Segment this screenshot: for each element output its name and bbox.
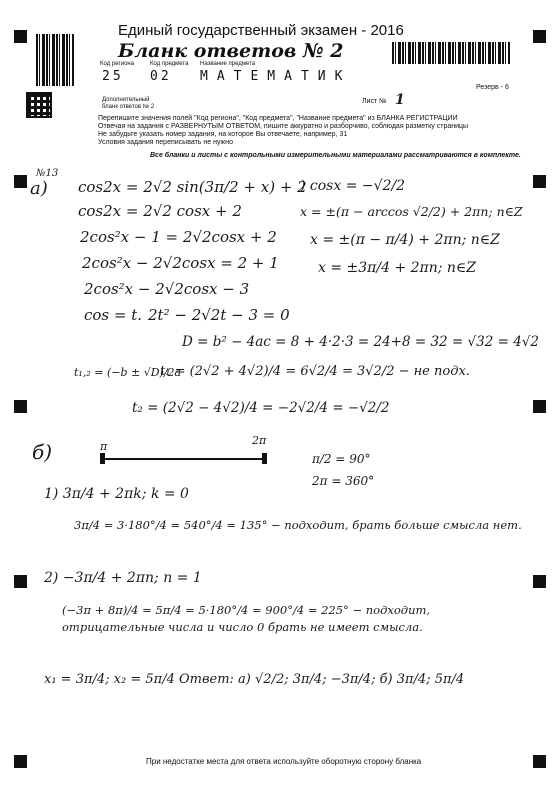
corner-marker-bottom-left — [14, 755, 27, 768]
t2-line: t₂ = (2√2 − 4√2)/4 = −2√2/4 = −√2/2 — [132, 400, 390, 416]
case-2-heading: 2) −3π/4 + 2πn; n = 1 — [44, 570, 202, 586]
exam-title: Единый государственный экзамен - 2016 — [118, 22, 404, 39]
subject-code-label: Код предмета — [150, 61, 189, 67]
sheet-number: 1 — [395, 92, 405, 108]
right-line-3: x = ±(π − π/4) + 2πn; n∈Z — [310, 232, 500, 248]
axis-left-label: π — [100, 440, 108, 453]
region-label: Код региона — [100, 61, 135, 67]
side-marker-right-2 — [533, 400, 546, 413]
side-marker-right-3 — [533, 575, 546, 588]
sheet-label: Лист № — [362, 98, 387, 105]
segment-end-right — [262, 453, 267, 464]
case-2-line: (−3π + 8π)/4 = 5π/4 = 5·180°/4 = 900°/4 = 225° − подходит, отрицательные числа и число 0 брать не имеет смысла. — [62, 603, 431, 634]
reserve-label: Резерв - 6 — [476, 84, 509, 91]
footer-note: При недостатке места для ответа используйте оборотную сторону бланка — [146, 757, 422, 766]
right-line-1: ) cosx = −√2/2 — [300, 178, 406, 194]
right-line-2: x = ±(π − arccos √2/2) + 2πn; n∈Z — [300, 204, 523, 219]
subject-name-label: Название предмета — [200, 61, 256, 67]
corner-marker-top-left — [14, 30, 27, 43]
qr-code — [26, 92, 52, 118]
corner-marker-top-right — [533, 30, 546, 43]
solution-line-6b: 2t² − 2√2t − 3 = 0 — [148, 306, 290, 324]
form-name: Бланк ответов № 2 — [118, 40, 344, 62]
case-1-heading: 1) 3π/4 + 2πk; k = 0 — [44, 486, 189, 502]
final-answer: x₁ = 3π/4; x₂ = 5π/4 Ответ: а) √2/2; 3π/4; −3π/4; б) 3π/4; 5π/4 — [44, 672, 465, 687]
part-b-label: б) — [32, 440, 53, 464]
notice: Все бланки и листы с контрольными измерительными материалами рассматриваются в комплекте. — [150, 152, 521, 159]
case-1-line: 3π/4 = 3·180°/4 = 540°/4 = 135° − подходит, брать больше смысла нет. — [74, 518, 522, 532]
instruction-2: Отвечая на задания с РАЗВЕРНУТЫМ ОТВЕТОМ, пишите аккуратно и разборчиво, соблюдая разметку страницы — [98, 123, 469, 130]
side-marker-left-2 — [14, 400, 27, 413]
side-marker-right-1 — [533, 175, 546, 188]
subject-name-value: МАТЕМАТИК — [200, 69, 352, 84]
additional-label-1: Дополнительный — [102, 97, 150, 103]
axis-right-label: 2π — [252, 434, 267, 447]
solution-line-2: cos2x = 2√2 cosx + 2 — [78, 202, 242, 220]
corner-marker-bottom-right — [533, 755, 546, 768]
solution-line-4: 2cos²x − 2√2cosx = 2 + 1 — [82, 254, 279, 272]
solution-line-1: cos2x = 2√2 sin(3π/2 + x) + 2 — [78, 178, 307, 196]
part-a-label: а) — [30, 178, 48, 199]
instruction-1: Перепишите значения полей "Код региона", "Код предмета", "Название предмета" из БЛАНКА РЕГИСТРАЦИИ — [98, 115, 458, 122]
t1-line: t₁ = (2√2 + 4√2)/4 = 6√2/4 = 3√2/2 − не подх. — [160, 364, 470, 379]
discriminant-line: D = b² − 4ac = 8 + 4·2·3 = 24+8 = 32 = √32 = 4√2 — [182, 334, 539, 350]
instruction-4: Условия задания переписывать не нужно — [98, 139, 233, 146]
region-value: 25 — [102, 69, 124, 84]
solution-line-5: 2cos²x − 2√2cosx − 3 — [84, 280, 250, 298]
degree-note-1: π/2 = 90° — [312, 452, 371, 466]
number-line-segment — [102, 458, 264, 460]
side-marker-left-1 — [14, 175, 27, 188]
task-number: №13 — [36, 168, 59, 179]
additional-label-2: бланк ответов № 2 — [102, 104, 155, 110]
solution-line-6a: cos = t. — [84, 306, 143, 324]
degree-note-2: 2π = 360° — [312, 474, 375, 488]
instruction-3: Не забудьте указать номер задания, на которое Вы отвечаете, например, 31 — [98, 131, 348, 138]
solution-line-3: 2cos²x − 1 = 2√2cosx + 2 — [80, 228, 277, 246]
right-line-4: x = ±3π/4 + 2πn; n∈Z — [318, 260, 477, 276]
barcode-right — [392, 42, 510, 64]
side-marker-left-3 — [14, 575, 27, 588]
segment-end-left — [100, 453, 105, 464]
barcode-left — [36, 34, 74, 86]
subject-code-value: 02 — [150, 69, 172, 84]
root-formula: t₁,₂ = (−b ± √D)/2a — [74, 366, 182, 379]
